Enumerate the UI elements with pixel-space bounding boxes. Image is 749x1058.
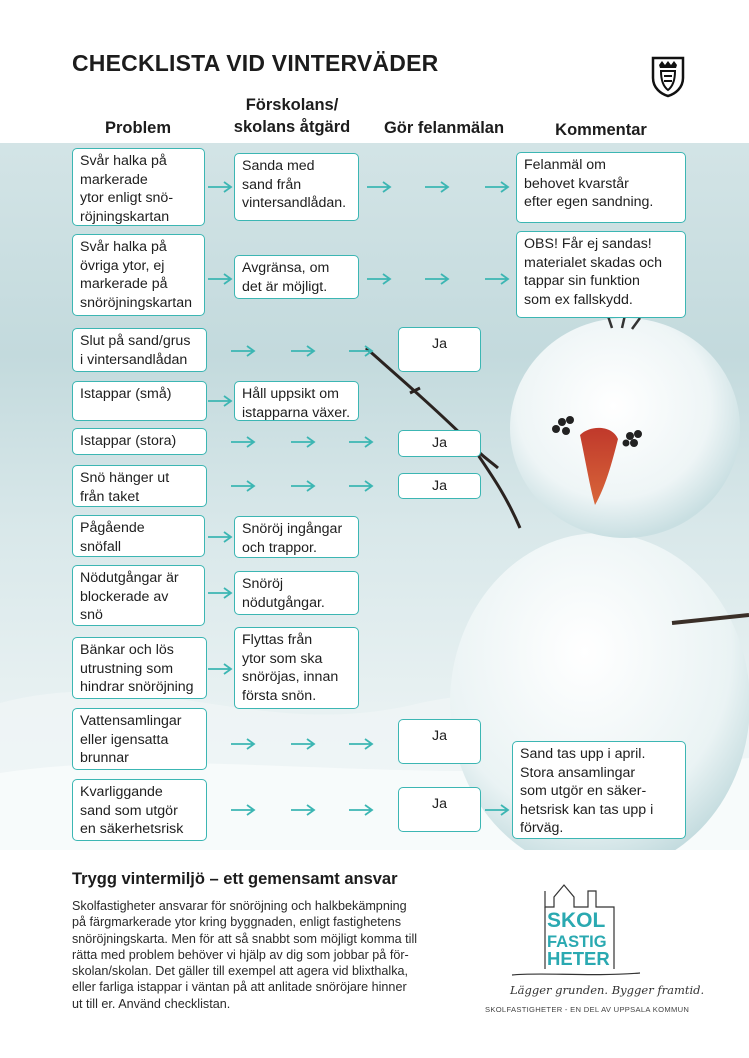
- arrow-right-icon: [348, 803, 374, 817]
- action-box: Avgränsa, om det är möjligt.: [234, 255, 359, 299]
- action-box: Håll uppsikt om istapparna växer.: [234, 381, 359, 421]
- uppsala-crest-icon: [650, 54, 686, 98]
- problem-box: Svår halka på markerade ytor enligt snö- röjningskartan: [72, 148, 205, 226]
- arrow-right-icon: [207, 394, 233, 408]
- arrow-right-icon: [366, 272, 392, 286]
- problem-box: Nödutgångar är blockerade av snö: [72, 565, 205, 626]
- problem-box: Slut på sand/grus i vintersandlådan: [72, 328, 207, 372]
- column-header-report: Gör felanmälan: [383, 119, 505, 137]
- action-box: Snöröj ingångar och trappor.: [234, 516, 359, 558]
- column-header-problem: Problem: [104, 119, 172, 137]
- skolfastigheter-logo: [510, 877, 645, 987]
- footer-body-text: Skolfastigheter ansvarar för snöröjning och halkbekämpning på färgmarkerade ytor kring byggnaden, enligt fastighetens snöröjningskarta. Men för att så snabbt som möjligt komma till rätta med problem behöver vi hjälp av dig som jobbar på för- skolan/skolan. Det gäller till exempel att agera vid blixthalka, eller farliga istappar i väntan på att anlitade snöröjare hinner ut till er. Använd checklistan.: [72, 899, 418, 1011]
- problem-box: Bänkar och lös utrustning som hindrar snöröjning: [72, 637, 207, 699]
- arrow-right-icon: [207, 272, 233, 286]
- report-box: Ja: [398, 327, 481, 372]
- arrow-right-icon: [484, 272, 510, 286]
- arrow-right-icon: [348, 435, 374, 449]
- problem-box: Kvarliggande sand som utgör en säkerhetsrisk: [72, 779, 207, 841]
- report-box: Ja: [398, 430, 481, 457]
- arrow-right-icon: [424, 272, 450, 286]
- logo-line-2: FASTIG: [547, 933, 607, 951]
- arrow-right-icon: [207, 530, 233, 544]
- problem-box: Istappar (stora): [72, 428, 207, 455]
- arrow-right-icon: [424, 180, 450, 194]
- arrow-right-icon: [230, 479, 256, 493]
- arrow-right-icon: [290, 803, 316, 817]
- problem-box: Istappar (små): [72, 381, 207, 421]
- footer-title: Trygg vintermiljö – ett gemensamt ansvar: [72, 870, 398, 888]
- action-box: Flyttas från ytor som ska snöröjas, innan första snön.: [234, 627, 359, 709]
- arrow-right-icon: [484, 803, 510, 817]
- arrow-right-icon: [207, 662, 233, 676]
- arrow-right-icon: [348, 344, 374, 358]
- logo-line-1: SKOL: [547, 909, 606, 932]
- arrow-right-icon: [484, 180, 510, 194]
- comment-box: Felanmäl om behovet kvarstår efter egen sandning.: [516, 152, 686, 223]
- problem-box: Pågående snöfall: [72, 515, 205, 557]
- arrow-right-icon: [290, 737, 316, 751]
- problem-box: Snö hänger ut från taket: [72, 465, 207, 507]
- logo-subline: SKOLFASTIGHETER - EN DEL AV UPPSALA KOMMUN: [485, 1005, 690, 1014]
- report-box: Ja: [398, 719, 481, 764]
- arrow-right-icon: [290, 435, 316, 449]
- comment-box: OBS! Får ej sandas! materialet skadas och tappar sin funktion som ex fallskydd.: [516, 231, 686, 318]
- arrow-right-icon: [230, 344, 256, 358]
- problem-box: Vattensamlingar eller igensatta brunnar: [72, 708, 207, 770]
- problem-box: Svår halka på övriga ytor, ej markerade på snöröjningskartan: [72, 234, 205, 316]
- action-box: Snöröj nödutgångar.: [234, 571, 359, 615]
- page-title: CHECKLISTA VID VINTERVÄDER: [72, 50, 439, 76]
- comment-box: Sand tas upp i april. Stora ansamlingar som utgör en säker- hetsrisk kan tas upp i förväg.: [512, 741, 686, 839]
- arrow-right-icon: [230, 803, 256, 817]
- arrow-right-icon: [290, 344, 316, 358]
- column-header-comment: Kommentar: [555, 121, 647, 139]
- column-header-action: Förskolans/ skolans åtgärd: [233, 96, 351, 136]
- arrow-right-icon: [366, 180, 392, 194]
- arrow-right-icon: [207, 180, 233, 194]
- action-box: Sanda med sand från vintersandlådan.: [234, 153, 359, 221]
- arrow-right-icon: [348, 737, 374, 751]
- arrow-right-icon: [207, 586, 233, 600]
- arrow-right-icon: [230, 737, 256, 751]
- arrow-right-icon: [290, 479, 316, 493]
- report-box: Ja: [398, 473, 481, 499]
- logo-line-3: HETER: [547, 948, 610, 969]
- arrow-right-icon: [348, 479, 374, 493]
- report-box: Ja: [398, 787, 481, 832]
- arrow-right-icon: [230, 435, 256, 449]
- logo-tagline: Lägger grunden. Bygger framtid.: [510, 983, 705, 997]
